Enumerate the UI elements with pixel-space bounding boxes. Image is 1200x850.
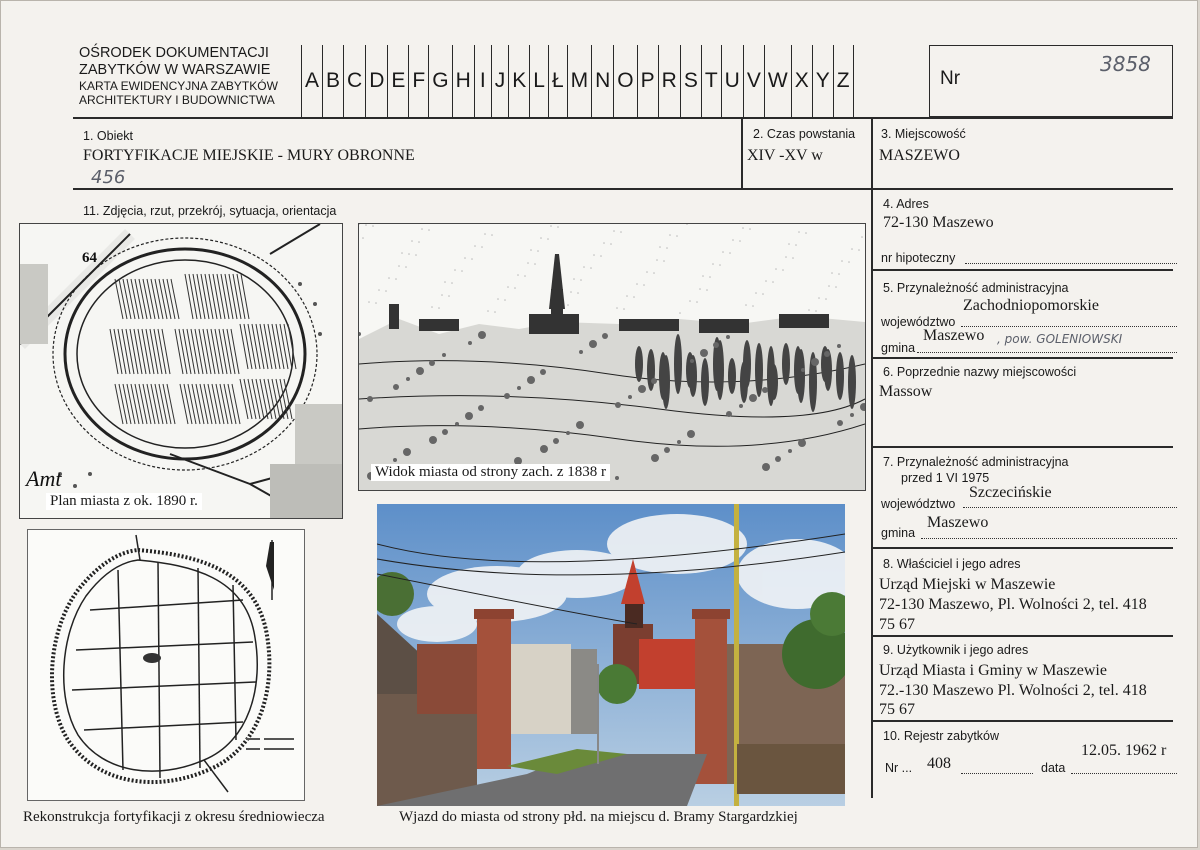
- register-nr-value: 408: [927, 755, 951, 772]
- owner-line2: 72-130 Maszewo, Pl. Wolności 2, tel. 418: [879, 596, 1147, 613]
- index-letter: F: [408, 45, 428, 117]
- index-letter: K: [508, 45, 529, 117]
- owner-label: 8. Właściciel i jego adres: [883, 557, 1021, 571]
- owner-line1: Urząd Miejski w Maszewie: [879, 576, 1056, 593]
- register-date-value: 12.05. 1962 r: [1081, 742, 1167, 759]
- institution-block: [79, 45, 278, 107]
- pre1975-voivodeship-value: Szczecińskie: [969, 484, 1052, 501]
- fortification-reconstruction-image: [27, 529, 305, 801]
- locality-value: MASZEWO: [879, 147, 960, 164]
- index-letter: Y: [812, 45, 833, 117]
- user-line1: Urząd Miasta i Gminy w Maszewie: [879, 662, 1107, 679]
- user-line3: 75 67: [879, 701, 915, 718]
- photos-label: 11. Zdjęcia, rzut, przekrój, sytuacja, orientacja: [83, 204, 337, 218]
- index-letter: P: [637, 45, 658, 117]
- index-letter: Ł: [548, 45, 567, 117]
- locality-label: 3. Miejscowość: [881, 127, 966, 141]
- nr-handwritten-value: 3858: [1100, 52, 1151, 76]
- pre1975-voivodeship-label: województwo: [881, 497, 956, 511]
- date-label: 2. Czas powstania: [753, 127, 856, 141]
- former-names-value: Massow: [879, 383, 933, 400]
- index-letter: V: [743, 45, 764, 117]
- alphabet-index: [301, 45, 854, 117]
- date-value: XIV -XV w: [747, 147, 823, 164]
- mortgage-label: nr hipoteczny: [881, 251, 956, 265]
- index-letter: U: [721, 45, 743, 117]
- index-letter: N: [591, 45, 613, 117]
- former-names-label: 6. Poprzednie nazwy miejscowości: [883, 365, 1077, 379]
- object-handnote: 456: [91, 167, 126, 188]
- town-view-1838-image: [358, 223, 866, 491]
- record-number-box: [929, 45, 1173, 117]
- object-label: 1. Obiekt: [83, 129, 134, 143]
- owner-line3: 75 67: [879, 616, 915, 633]
- admin-district-handnote: , pow. GOLENIOWSKI: [997, 332, 1123, 346]
- plan-amt-label: Amt: [26, 466, 62, 491]
- city-plan-1890-image: [19, 223, 343, 519]
- plan-caption: Plan miasta z ok. 1890 r.: [46, 493, 202, 510]
- index-letter: B: [322, 45, 343, 117]
- nr-label: Nr: [940, 68, 961, 89]
- org-name-line1: OŚRODEK DOKUMENTACJI: [79, 45, 269, 61]
- index-end-divider: [853, 45, 854, 117]
- register-label: 10. Rejestr zabytków: [883, 729, 1000, 743]
- admin-pre1975-label: 7. Przynależność administracyjna: [883, 455, 1069, 469]
- index-letter: S: [680, 45, 701, 117]
- admin-pre1975-sub: przed 1 VI 1975: [901, 471, 990, 485]
- index-letter: C: [343, 45, 365, 117]
- card-type-line2: ARCHITEKTURY I BUDOWNICTWA: [79, 93, 275, 107]
- reconstruction-caption: Rekonstrukcja fortyfikacji z okresu średniowiecza: [23, 809, 325, 825]
- index-letter: Z: [833, 45, 853, 117]
- index-letter: J: [491, 45, 509, 117]
- user-line2: 72.-130 Maszewo Pl. Wolności 2, tel. 418: [879, 682, 1147, 699]
- pre1975-commune-label: gmina: [881, 526, 916, 540]
- register-date-label: data: [1041, 761, 1066, 775]
- index-letter: L: [529, 45, 548, 117]
- plan-number: 64: [82, 250, 97, 266]
- admin-commune-value: Maszewo: [923, 327, 985, 344]
- pre1975-commune-value: Maszewo: [927, 514, 989, 531]
- address-value: 72-130 Maszewo: [883, 214, 994, 231]
- index-letter: D: [365, 45, 387, 117]
- index-letter: E: [387, 45, 408, 117]
- object-value: FORTYFIKACJE MIEJSKIE - MURY OBRONNE: [83, 147, 415, 164]
- index-letter: G: [428, 45, 451, 117]
- card-type-line1: KARTA EWIDENCYJNA ZABYTKÓW: [79, 79, 278, 93]
- index-letter: O: [613, 45, 636, 117]
- index-letter: I: [474, 45, 491, 117]
- admin-commune-label: gmina: [881, 341, 916, 355]
- index-letter: R: [658, 45, 680, 117]
- user-label: 9. Użytkownik i jego adres: [883, 643, 1029, 657]
- index-letter: M: [567, 45, 592, 117]
- photo-caption: Wjazd do miasta od strony płd. na miejscu d. Bramy Stargardzkiej: [399, 809, 798, 825]
- gate-street-photo: [377, 504, 845, 806]
- view-caption: Widok miasta od strony zach. z 1838 r: [371, 464, 610, 481]
- admin-label: 5. Przynależność administracyjna: [883, 281, 1069, 295]
- index-letter: W: [764, 45, 791, 117]
- address-label: 4. Adres: [883, 197, 929, 211]
- index-letter: A: [301, 45, 322, 117]
- index-letter: T: [701, 45, 721, 117]
- org-name-line2: ZABYTKÓW W WARSZAWIE: [79, 62, 271, 78]
- register-nr-label: Nr ...: [885, 761, 913, 775]
- index-letter: H: [452, 45, 474, 117]
- index-letter: X: [791, 45, 812, 117]
- admin-voivodeship-label: województwo: [881, 315, 956, 329]
- admin-voivodeship-value: Zachodniopomorskie: [963, 297, 1099, 314]
